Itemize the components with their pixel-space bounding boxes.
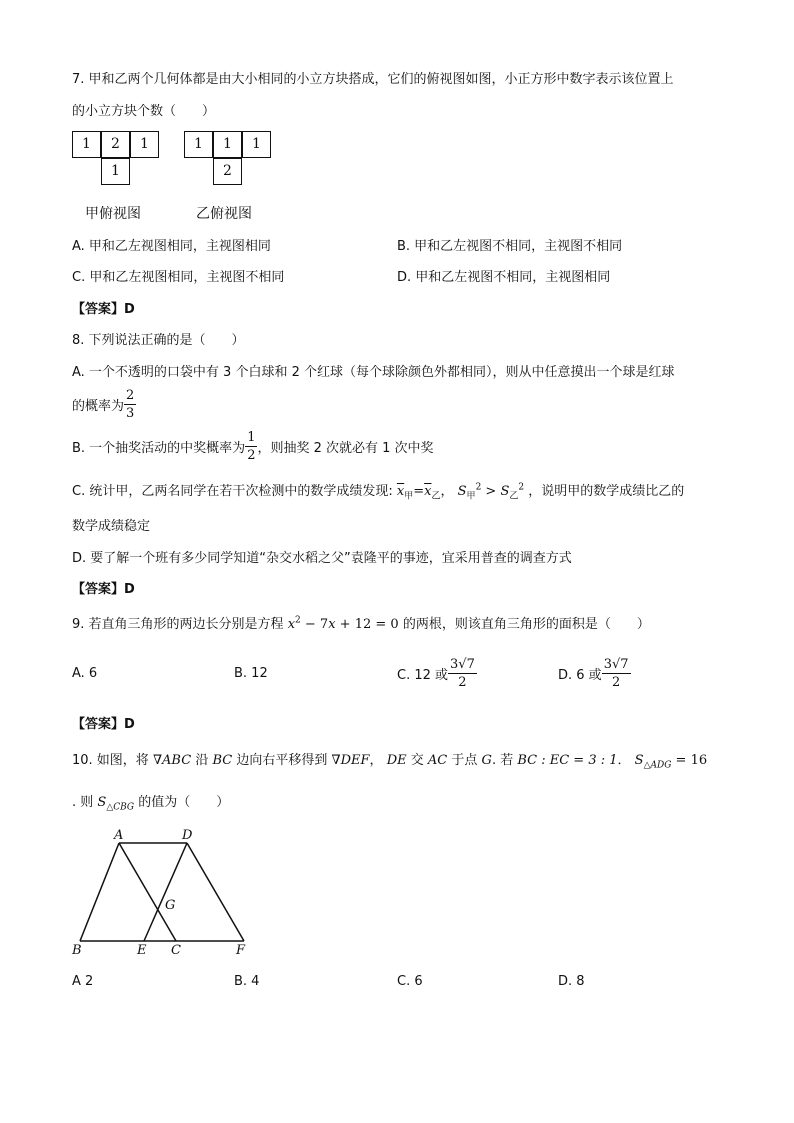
q8-option-b — [72, 428, 434, 464]
q8-option-a-text: 的概率为 — [72, 398, 125, 414]
q9-option-d-pre: D. 6 或 — [558, 667, 602, 683]
q10-area-adg: $S_{\triangle ADG} = 16$ — [634, 753, 708, 771]
segment-df — [187, 843, 244, 941]
q10-line1: 10. 如图，将 ∇ABC 沿 BC 边向右平移得到 ∇DEF， DE 交 AC 于点 G. 若 BC : EC = 3 : 1． $S_{\triangle ADG} = 16$ — [72, 753, 708, 771]
q10-area-cbg: $S_{\triangle CBG}$ — [97, 795, 135, 813]
q8-option-a-line1: A. 一个不透明的口袋中有 3 个白球和 2 个红球（每个球除颜色外都相同），则从中任意摸出一个球是红球 — [72, 365, 675, 380]
label-e: E — [137, 943, 147, 958]
q9-option-a: A. 6 — [72, 666, 98, 681]
q9-option-c-fraction — [448, 656, 477, 691]
label-d: D — [182, 828, 193, 843]
point-g: G — [481, 753, 492, 768]
segment-ab — [80, 843, 119, 941]
q9-option-b: B. 12 — [234, 666, 268, 681]
q10-option-c: C. 6 — [397, 974, 423, 989]
fraction-numerator: 3√7 — [603, 656, 629, 672]
segment-ac: AC — [427, 753, 448, 768]
fraction-denominator: 3 — [126, 405, 135, 421]
jia-cell: 1 — [101, 158, 130, 185]
fraction-denominator: 2 — [611, 674, 621, 690]
q10-text: 于点 — [451, 753, 478, 768]
yi-cell: 1 — [213, 131, 242, 158]
q7-option-c: C. 甲和乙左视图相同，主视图不相同 — [72, 270, 285, 285]
q9-stem — [72, 613, 650, 632]
q8-option-c-post: ，说明甲的数学成绩比乙的 — [528, 484, 685, 499]
q10-text: ， — [369, 753, 383, 768]
q8-stem: 8. 下列说法正确的是（ ） — [72, 333, 245, 348]
q10-line2 — [72, 791, 229, 813]
q9-stem-pre: 9. 若直角三角形的两边长分别是方程 — [72, 617, 284, 632]
q9-option-c-pre: C. 12 或 — [397, 667, 449, 683]
q8-option-c-line1 — [72, 480, 684, 502]
q10-option-d: D. 8 — [558, 974, 585, 989]
fraction-numerator: 1 — [247, 429, 256, 445]
jia-cell: 2 — [101, 131, 130, 158]
label-g: G — [165, 898, 176, 913]
segment-de — [144, 843, 187, 941]
yi-caption: 乙俯视图 — [196, 206, 252, 222]
jia-cell: 1 — [72, 131, 101, 158]
q10-text: 交 — [410, 753, 424, 768]
q8-option-b-fraction — [245, 429, 257, 464]
q10-option-b: B. 4 — [234, 974, 260, 989]
q10-text: 沿 — [195, 753, 209, 768]
q8-option-a-fraction — [124, 387, 136, 422]
fraction-denominator: 2 — [458, 674, 467, 690]
fraction-numerator: 3√7 — [450, 656, 475, 672]
q9-option-c — [397, 653, 477, 693]
q10-text: 的值为（ ） — [138, 795, 230, 810]
yi-cell: 1 — [242, 131, 271, 158]
q10-text: . 则 — [72, 795, 94, 810]
fraction-denominator: 2 — [247, 447, 256, 463]
q8-option-a-line2 — [72, 386, 136, 422]
label-a: A — [114, 828, 124, 843]
segment-bc: BC — [212, 753, 233, 768]
q10-area-value: 16 — [690, 753, 708, 768]
q7-option-b: B. 甲和乙左视图不相同，主视图不相同 — [397, 239, 623, 254]
q8-answer: 【答案】D — [72, 582, 135, 597]
label-b: B — [72, 943, 82, 958]
q10-text: . 若 — [491, 753, 514, 768]
triangle-abc: ∇ABC — [152, 753, 192, 768]
q10-option-a: A 2 — [72, 974, 94, 989]
segment-ac — [119, 843, 176, 941]
translation-figure — [60, 822, 270, 962]
q8-option-d: D. 要了解一个班有多少同学知道“杂交水稻之父”袁隆平的事迹，宜采用普查的调查方式 — [72, 551, 572, 566]
q8-option-c-formula: $\overline{x}_甲=\overline{x}_乙$， $S_甲^2 > S_乙^2$ — [396, 482, 525, 502]
q9-answer: 【答案】D — [72, 717, 135, 732]
q7-line1: 7. 甲和乙两个几何体都是由大小相同的小立方块搭成，它们的俯视图如图，小正方形中数字表示该位置上 — [72, 72, 674, 87]
fraction-numerator: 2 — [126, 387, 135, 403]
q7-option-a: A. 甲和乙左视图相同，主视图相同 — [72, 239, 271, 254]
q8-option-b-post: ，则抽奖 2 次就必有 1 次中奖 — [257, 440, 434, 456]
q9-option-d — [558, 653, 631, 693]
q7-line2: 的小立方块个数（ ） — [72, 104, 216, 119]
jia-cell: 1 — [130, 131, 159, 158]
q7-answer: 【答案】D — [72, 302, 135, 317]
q8-option-b-pre: B. 一个抽奖活动的中奖概率为 — [72, 440, 246, 456]
segment-de: DE — [386, 753, 407, 768]
q9-equation: $x^2 - 7x + 12 = 0$ — [287, 615, 399, 632]
triangle-def: ∇DEF — [331, 753, 370, 768]
yi-cell: 1 — [184, 131, 213, 158]
q10-ratio: BC : EC = 3 : 1 — [517, 753, 618, 768]
q10-text: 10. 如图，将 — [72, 753, 149, 768]
label-c: C — [171, 943, 181, 958]
q8-option-c-pre: C. 统计甲，乙两名同学在若干次检测中的数学成绩发现: — [72, 484, 393, 499]
q7-option-d: D. 甲和乙左视图不相同，主视图相同 — [397, 270, 611, 285]
q9-stem-post: 的两根，则该直角三角形的面积是（ ） — [402, 617, 650, 632]
jia-caption: 甲俯视图 — [85, 206, 141, 222]
label-f: F — [236, 943, 246, 958]
q10-text: 边向右平移得到 — [236, 753, 328, 768]
q9-option-d-fraction — [602, 656, 631, 691]
yi-cell: 2 — [213, 158, 242, 185]
q8-option-c-line2: 数学成绩稳定 — [72, 519, 151, 534]
